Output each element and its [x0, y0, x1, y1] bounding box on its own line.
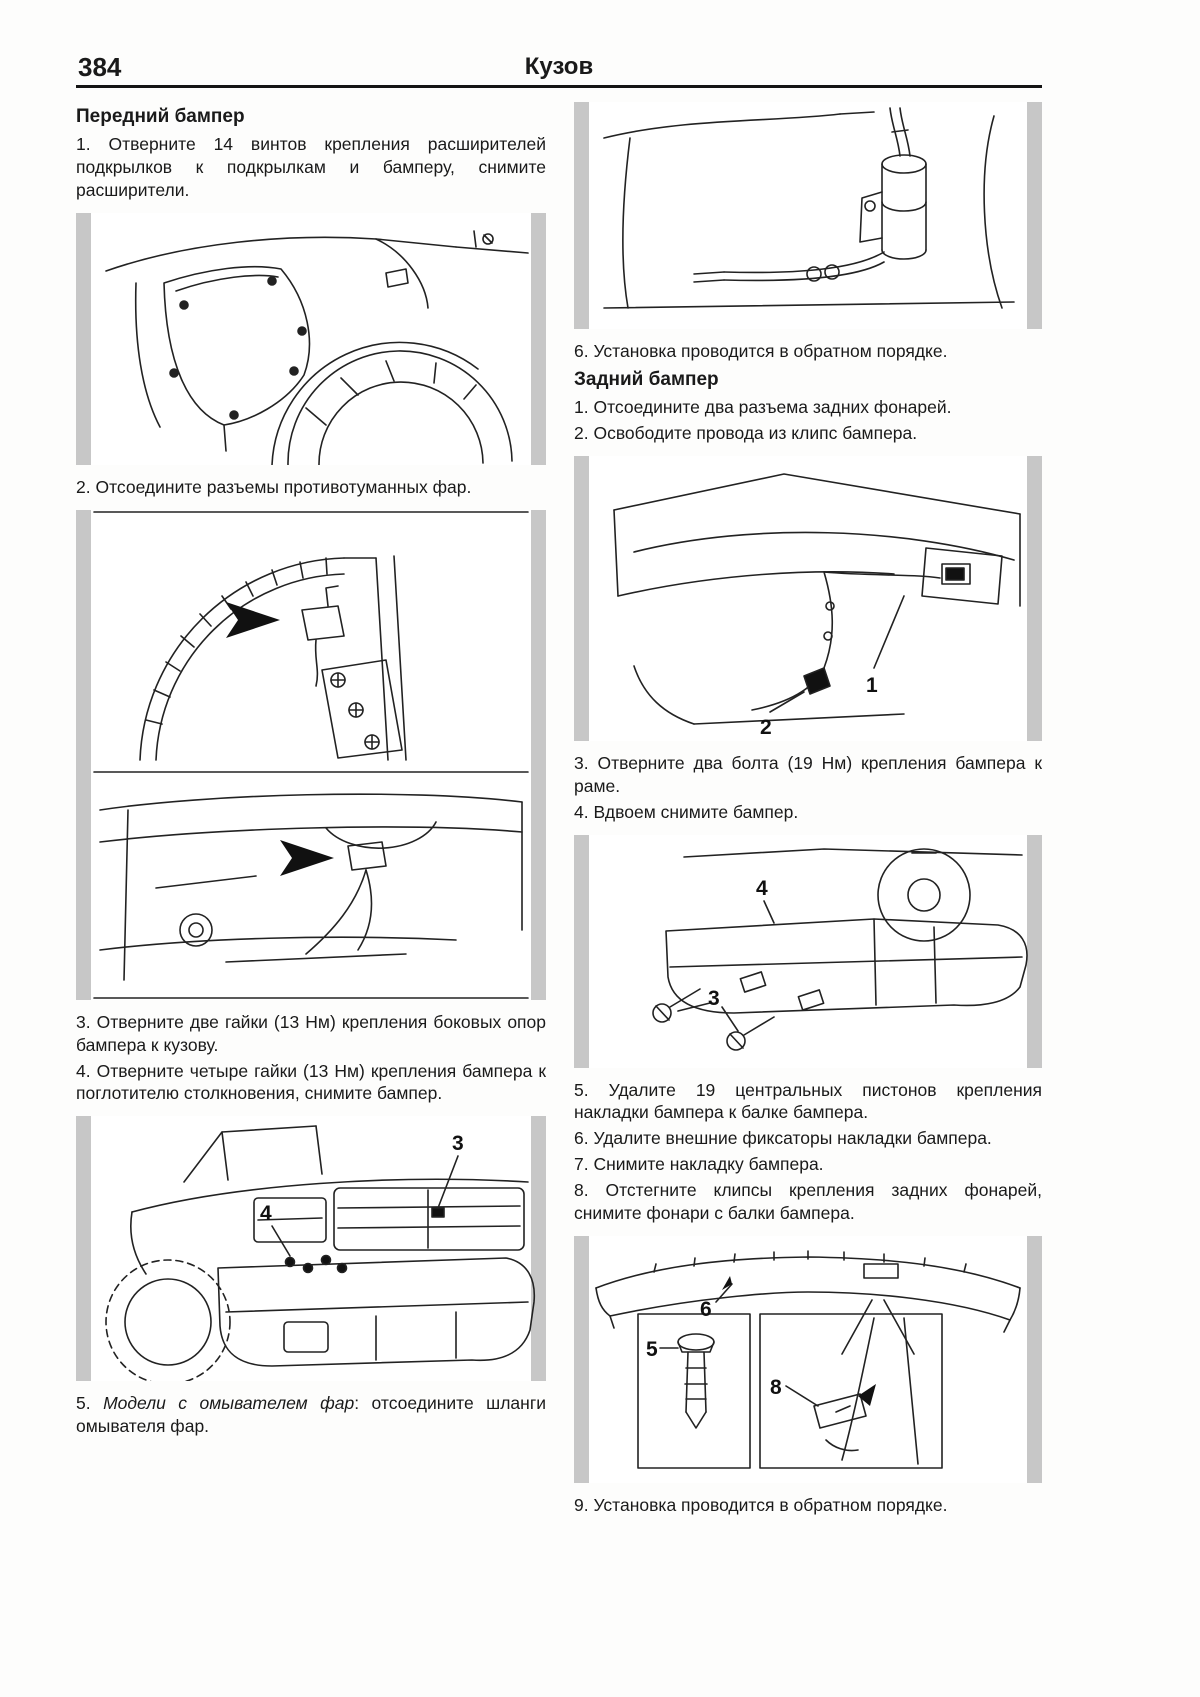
bumper-cover-illustration: [574, 1236, 1042, 1483]
figure-front-fender-liner: [76, 213, 546, 465]
callout-6: 6: [700, 1298, 712, 1322]
page-number: 384: [78, 52, 122, 82]
line-art: [94, 772, 528, 998]
rear-step-2: 2. Освободите провода из клипс бампера.: [574, 422, 918, 443]
line-art: [653, 849, 1027, 1050]
callout-8: 8: [770, 1376, 782, 1400]
section-title-rear-bumper: Задний бампер: [574, 368, 719, 390]
two-column-layout: [76, 100, 1042, 1520]
rear-step-1: 1. Отсоедините два разъема задних фонарей.: [574, 396, 952, 417]
step-italic-note: Модели с омывателем фар: [103, 1393, 355, 1414]
line-art: [106, 1126, 534, 1381]
figure-bumper-cover: [574, 1236, 1042, 1483]
rear-step-4: 4. Вдвоем снимите бампер.: [574, 801, 799, 822]
arrow-marker: [280, 840, 334, 876]
arrow-marker: [722, 1276, 732, 1290]
rear-step-9: 9. Установка проводится в обратном порядке.: [574, 1495, 948, 1516]
left-column: [76, 100, 546, 1520]
front-step-4: 4. Отверните четыре гайки (13 Нм) крепления бампера к поглотителю столкновения, снимите бампер.: [76, 1060, 546, 1104]
rear-bumper-illustration: [574, 835, 1042, 1068]
front-step-5: [76, 1392, 546, 1438]
front-step-6: 6. Установка проводится в обратном порядке.: [574, 341, 948, 361]
front-fender-illustration: [76, 213, 546, 465]
callout-4: 4: [260, 1202, 272, 1226]
callout-1: 1: [866, 673, 878, 697]
rear-step-5: 5. Удалите 19 центральных пистонов крепления накладки бампера к балке бампера.: [574, 1079, 1042, 1123]
section-title-front-bumper: Передний бампер: [76, 106, 245, 127]
washer-pump-illustration: [574, 102, 1042, 329]
arrow-marker: [858, 1384, 876, 1406]
step-number: 5.: [76, 1393, 104, 1414]
line-art: [106, 231, 528, 465]
step-rest: : отсоедините шланги омывателя фар.: [76, 1393, 546, 1437]
rear-step-3: 3. Отверните два болта (19 Нм) крепления бампера к раме.: [574, 752, 1042, 796]
figure-rear-bumper: [574, 835, 1042, 1068]
front-step-1: 1. Отверните 14 винтов крепления расширителей подкрылков к подкрылкам и бамперу, снимите расширители.: [76, 134, 546, 200]
rear-harness-illustration: [574, 456, 1042, 741]
rear-step-6: 6. Удалите внешние фиксаторы накладки бампера.: [574, 1128, 992, 1149]
figure-front-bumper: [76, 1116, 546, 1381]
figure-foglamp-connectors: [76, 510, 546, 1000]
front-step-3: 3. Отверните две гайки (13 Нм) крепления боковых опор бампера к кузову.: [76, 1011, 546, 1055]
line-art: [604, 108, 1014, 308]
callout-3: 3: [452, 1132, 464, 1156]
callout-4: 4: [756, 876, 768, 900]
line-art: [94, 512, 528, 760]
rear-step-7: 7. Снимите накладку бампера.: [574, 1154, 824, 1175]
callout-5: 5: [646, 1338, 658, 1362]
line-art: [596, 1251, 1020, 1468]
foglamp-connector-illustration: [76, 510, 546, 1000]
page-header: [76, 50, 1042, 88]
right-column: [574, 100, 1042, 1520]
chapter-title: Кузов: [524, 53, 594, 80]
front-step-2: 2. Отсоедините разъемы противотуманных фар.: [76, 476, 472, 497]
callout-3: 3: [708, 986, 720, 1010]
arrow-marker: [226, 602, 280, 638]
figure-headlight-washer-pump: [574, 102, 1042, 329]
callout-2: 2: [760, 715, 772, 739]
figure-rear-harness: [574, 456, 1042, 741]
rear-step-8: 8. Отстегните клипсы крепления задних фонарей, снимите фонари с балки бампера.: [574, 1180, 1042, 1224]
line-art: [614, 474, 1020, 724]
front-bumper-illustration: [76, 1116, 546, 1381]
